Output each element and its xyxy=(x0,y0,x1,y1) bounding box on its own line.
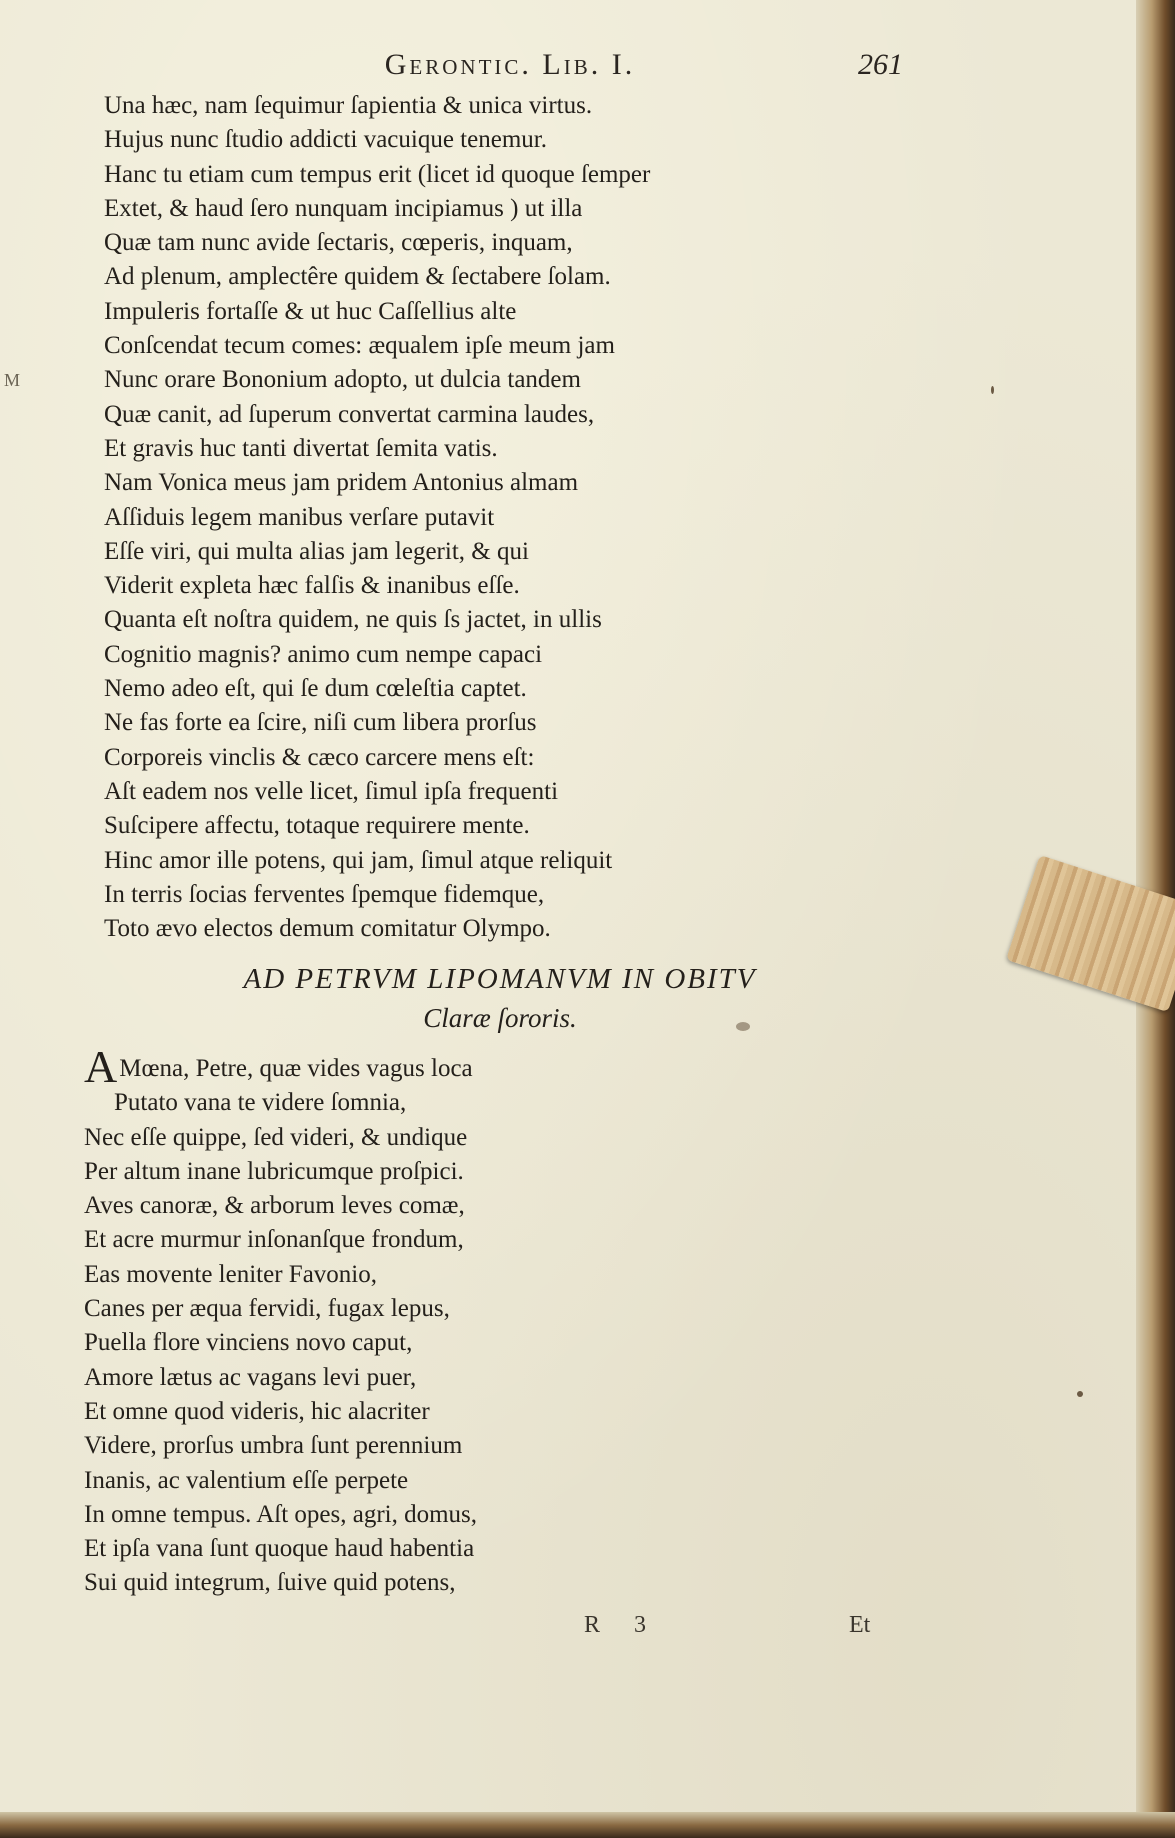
verse-line: Sui quid integrum, ſuive quid potens, xyxy=(84,1569,456,1597)
verse-line: Videre, prorſus umbra ſunt perennium xyxy=(84,1432,463,1460)
book-bottom-edge xyxy=(0,1812,1175,1838)
verse-line: Et omne quod videris, hic alacriter xyxy=(84,1397,430,1425)
verse-line: Canes per æqua fervidi, fugax lepus, xyxy=(84,1295,450,1323)
verse-line: Nam Vonica meus jam pridem Antonius almam xyxy=(104,469,579,497)
catchword: Et xyxy=(849,1612,871,1638)
verse-line: Et gravis huc tanti divertat ſemita vatis. xyxy=(104,434,498,462)
verse-line: Aves canoræ, & arborum leves comæ, xyxy=(84,1192,465,1220)
verse-line: Suſcipere affectu, totaque requirere mente. xyxy=(104,812,530,840)
verse-line: Putato vana te videre ſomnia, xyxy=(114,1089,407,1117)
verse-line: Hujus nunc ſtudio addicti vacuique tenemur. xyxy=(104,126,547,154)
page-number: 261 xyxy=(858,48,903,81)
verse-line-first xyxy=(84,1041,477,1092)
verse-line: Ne fas forte ea ſcire, niſi cum libera prorſus xyxy=(104,709,537,737)
verse-line: Nemo adeo eſt, qui ſe dum cœleſtia captet. xyxy=(104,675,527,703)
verse-line: Nunc orare Bononium adopto, ut dulcia tandem xyxy=(104,366,581,394)
verse-line: Corporeis vinclis & cæco carcere mens eſt: xyxy=(104,743,535,771)
margin-note: M xyxy=(4,370,21,390)
poem-body-1 xyxy=(104,89,650,946)
verse-line: Eſſe viri, qui multa alias jam legerit, & qui xyxy=(104,537,529,565)
drop-cap: A xyxy=(84,1041,118,1092)
poem-title: AD PETRVM LIPOMANVM IN OBITV xyxy=(243,963,757,995)
verse-line: Conſcendat tecum comes: æqualem ipſe meum jam xyxy=(104,332,615,360)
verse-line: Et acre murmur inſonanſque frondum, xyxy=(84,1226,464,1254)
verse-line: Per altum inane lubricumque proſpici. xyxy=(84,1157,464,1185)
verse-line: Puella flore vinciens novo caput, xyxy=(84,1329,413,1357)
verse-line: Amore lætus ac vagans levi puer, xyxy=(84,1363,417,1391)
ink-speck xyxy=(736,1022,750,1031)
running-title: Gerontic. Lib. I. xyxy=(384,48,636,81)
verse-line: Viderit expleta hæc falſis & inanibus eſſe. xyxy=(104,572,520,600)
poem-body-2 xyxy=(84,1041,478,1601)
verse-line: Aſſiduis legem manibus verſare putavit xyxy=(104,503,495,531)
ink-speck xyxy=(1077,1391,1083,1397)
verse-line: Extet, & haud ſero nunquam incipiamus ) ut illa xyxy=(104,194,583,222)
verse-line: Ad plenum, amplectêre quidem & ſectabere ſolam. xyxy=(104,263,611,291)
verse-line: Nec eſſe quippe, ſed videri, & undique xyxy=(84,1123,468,1151)
verse-line: Hanc tu etiam cum tempus erit (licet id quoque ſemper xyxy=(104,160,651,188)
verse-line: Una hæc, nam ſequimur ſapientia & unica virtus. xyxy=(104,92,593,119)
verse-line: Hinc amor ille potens, qui jam, ſimul atque reliquit xyxy=(104,846,613,874)
verse-line: In terris ſocias ferventes ſpemque fidemque, xyxy=(104,880,545,908)
verse-line: Toto ævo electos demum comitatur Olympo. xyxy=(104,915,551,943)
verse-line: Quanta eſt noſtra quidem, ne quis ſs jactet, in ullis xyxy=(104,606,602,634)
signature-mark: R 3 xyxy=(584,1612,661,1638)
verse-line: Quæ tam nunc avide ſectaris, cœperis, inquam, xyxy=(104,229,573,257)
verse-line: Cognitio magnis? animo cum nempe capaci xyxy=(104,640,543,668)
verse-line-first-text: Mœna, Petre, quæ vides vagus loca xyxy=(119,1055,473,1082)
ink-speck xyxy=(991,386,994,394)
verse-line: In omne tempus. Aſt opes, agri, domus, xyxy=(84,1500,478,1528)
verse-line: Et ipſa vana ſunt quoque haud habentia xyxy=(84,1535,475,1563)
verse-line: Inanis, ac valentium eſſe perpete xyxy=(84,1466,409,1494)
verse-line: Aſt eadem nos velle licet, ſimul ipſa frequenti xyxy=(104,777,559,805)
verse-line: Quæ canit, ad ſuperum convertat carmina laudes, xyxy=(104,400,595,428)
verse-line: Eas movente leniter Favonio, xyxy=(84,1260,377,1288)
poem-subtitle: Claræ ſororis. xyxy=(423,1003,577,1033)
verse-line: Impuleris fortaſſe & ut huc Caſſellius alte xyxy=(104,297,517,325)
